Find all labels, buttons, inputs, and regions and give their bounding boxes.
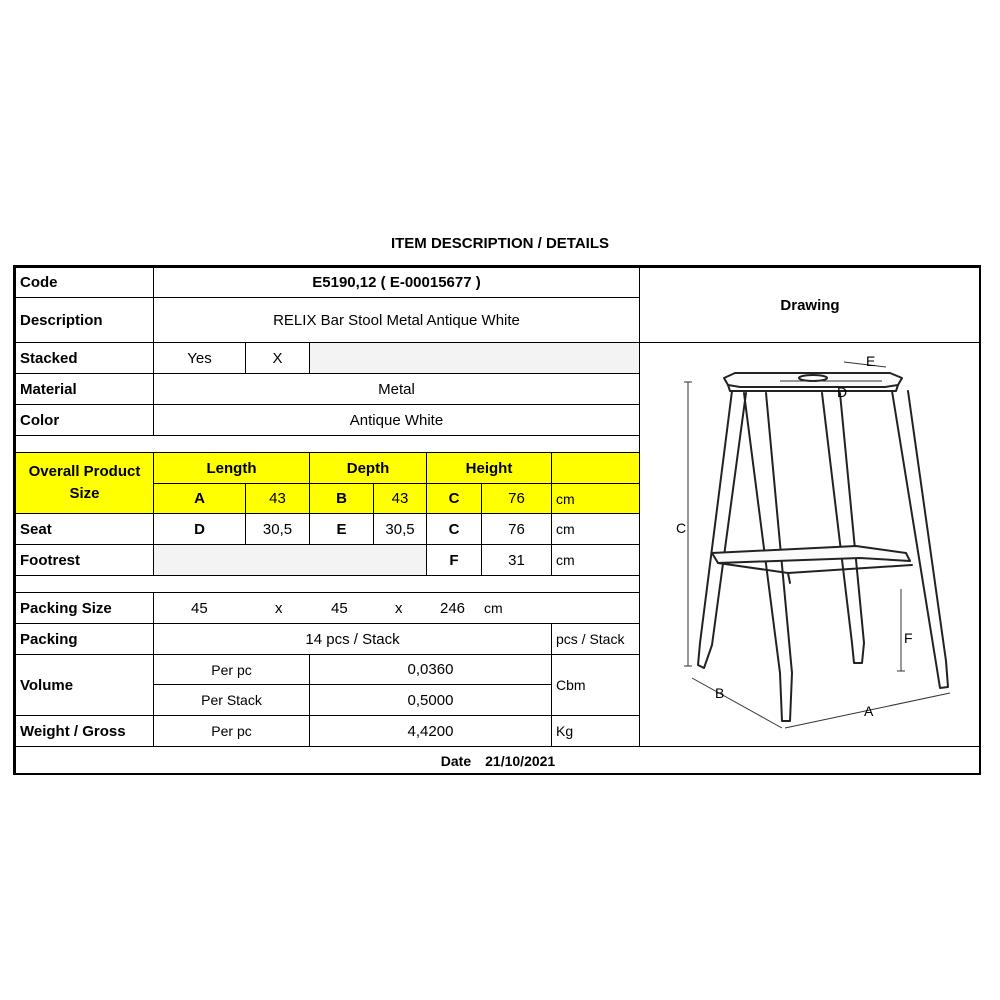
seat-c-letter: C xyxy=(426,513,482,545)
stacked-empty xyxy=(309,342,640,374)
packing-value: 14 pcs / Stack xyxy=(153,623,552,655)
footrest-f-letter: F xyxy=(426,544,482,576)
dim-label-e: E xyxy=(866,353,876,369)
packing-size-unit: cm xyxy=(484,600,503,616)
weight-label: Weight / Gross xyxy=(15,715,154,747)
packing-width: 45 xyxy=(331,599,348,617)
dim-a-value: 43 xyxy=(245,483,310,514)
packing-size-label: Packing Size xyxy=(15,592,154,624)
seat-e-value: 30,5 xyxy=(373,513,427,545)
volume-per-pc-label: Per pc xyxy=(153,654,310,685)
volume-unit: Cbm xyxy=(551,654,640,716)
footrest-label: Footrest xyxy=(15,544,154,576)
color-value: Antique White xyxy=(153,404,640,436)
seat-e-letter: E xyxy=(309,513,374,545)
dim-b-letter: B xyxy=(309,483,374,514)
dim-label-c: C xyxy=(676,520,687,536)
dim-b-value: 43 xyxy=(373,483,427,514)
stacked-mark: X xyxy=(245,342,310,374)
drawing-panel xyxy=(639,342,981,747)
unit-header-blank xyxy=(551,452,640,484)
packing-height: 246 xyxy=(440,599,466,617)
weight-per-pc-label: Per pc xyxy=(153,715,310,747)
seat-c-value: 76 xyxy=(481,513,552,545)
seat-label: Seat xyxy=(15,513,154,545)
code-value: E5190,12 ( E-00015677 ) xyxy=(153,267,640,298)
dim-label-b: B xyxy=(715,685,725,701)
dim-label-f: F xyxy=(904,630,913,646)
date-label: Date xyxy=(440,753,472,769)
volume-per-stack-value: 0,5000 xyxy=(309,684,552,716)
date-row xyxy=(15,746,981,775)
dim-a-letter: A xyxy=(153,483,246,514)
stacked-label: Stacked xyxy=(15,342,154,374)
packing-label: Packing xyxy=(15,623,154,655)
seat-d-letter: D xyxy=(153,513,246,545)
color-label: Color xyxy=(15,404,154,436)
packing-x2: x xyxy=(395,599,403,617)
stacked-yes: Yes xyxy=(153,342,246,374)
depth-header: Depth xyxy=(309,452,427,484)
overall-unit: cm xyxy=(551,483,640,514)
weight-per-pc-value: 4,4200 xyxy=(309,715,552,747)
packing-length: 45 xyxy=(191,599,208,617)
footrest-empty xyxy=(153,544,427,576)
packing-x1: x xyxy=(275,599,283,617)
footrest-unit: cm xyxy=(551,544,640,576)
page-title: ITEM DESCRIPTION / DETAILS xyxy=(390,235,610,252)
spec-table xyxy=(13,265,981,775)
material-value: Metal xyxy=(153,373,640,405)
material-label: Material xyxy=(15,373,154,405)
weight-unit: Kg xyxy=(551,715,640,747)
volume-label: Volume xyxy=(15,654,154,716)
packing-size-row xyxy=(153,592,640,624)
bar-stool-drawing xyxy=(640,343,981,747)
volume-per-pc-value: 0,0360 xyxy=(309,654,552,685)
dim-label-a: A xyxy=(864,703,874,719)
footrest-f-value: 31 xyxy=(481,544,552,576)
date-value: 21/10/2021 xyxy=(485,753,556,769)
spacer-row xyxy=(15,435,640,453)
dim-c-value: 76 xyxy=(481,483,552,514)
seat-d-value: 30,5 xyxy=(245,513,310,545)
drawing-label: Drawing xyxy=(639,267,981,343)
code-label: Code xyxy=(15,267,154,298)
spacer-row-2 xyxy=(15,575,640,593)
seat-unit: cm xyxy=(551,513,640,545)
packing-unit: pcs / Stack xyxy=(551,623,640,655)
description-label: Description xyxy=(15,297,154,343)
overall-size-label: Overall Product Size xyxy=(15,452,154,514)
description-value: RELIX Bar Stool Metal Antique White xyxy=(153,297,640,343)
height-header: Height xyxy=(426,452,552,484)
volume-per-stack-label: Per Stack xyxy=(153,684,310,716)
dim-label-d: D xyxy=(837,384,848,400)
length-header: Length xyxy=(153,452,310,484)
dim-c-letter: C xyxy=(426,483,482,514)
